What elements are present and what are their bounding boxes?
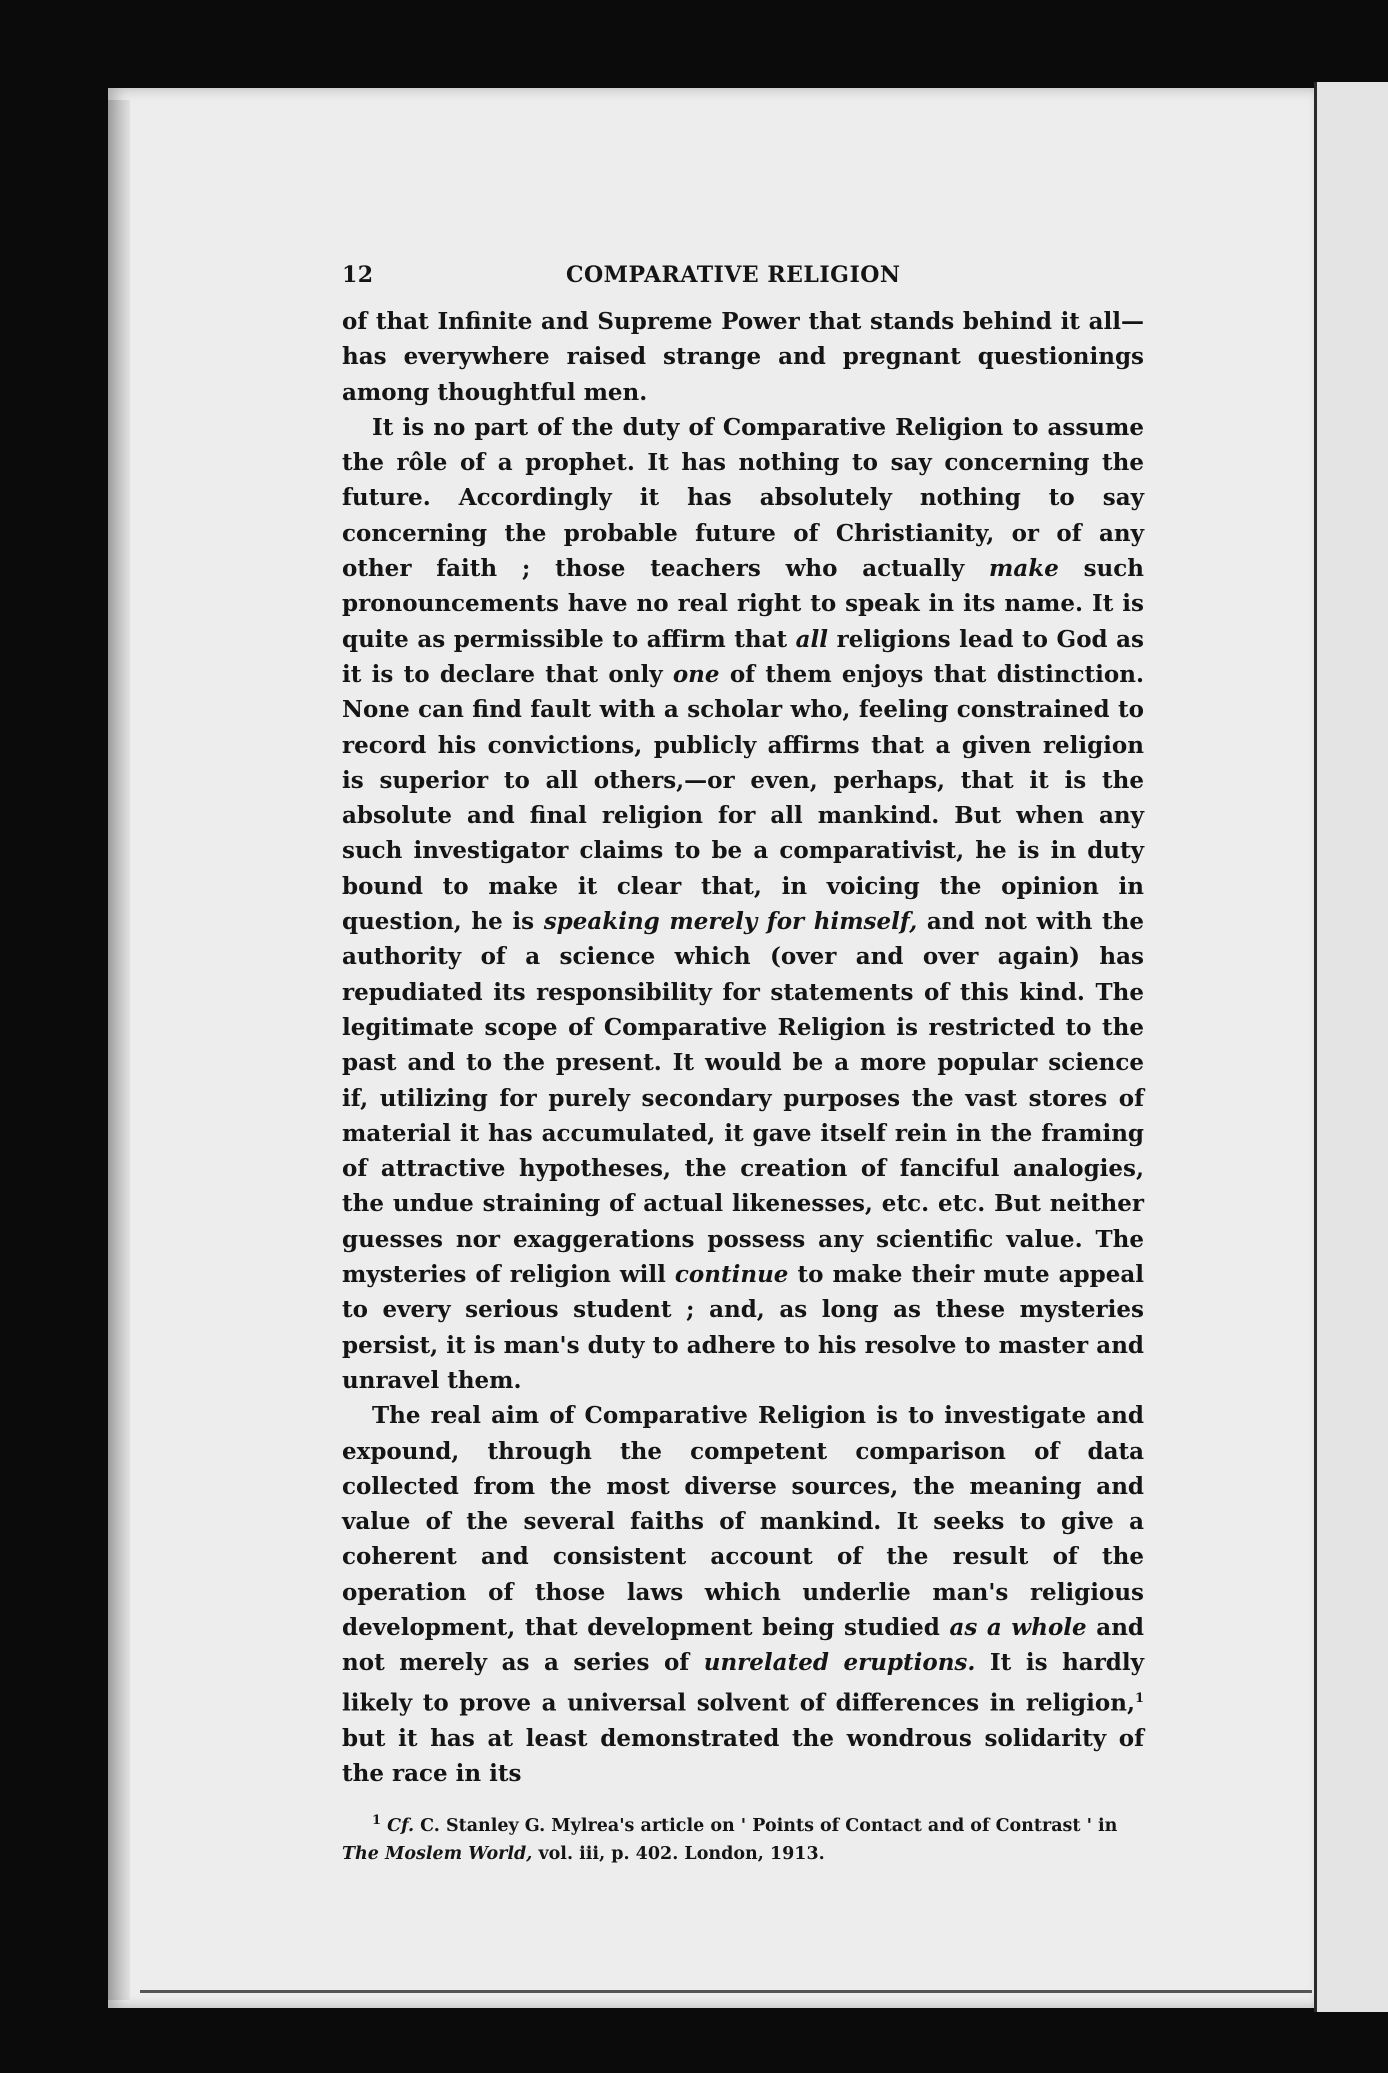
text-run: It is no part of the duty of Comparative Religion to assume the rôle of a prophet. It has nothing to say concerning the future. Accordingly it has absolutely nothing to say concerning the probable future of Christianity, or of any other faith ; those teachers who actually <box>342 413 1144 583</box>
italic-text: continue <box>674 1261 789 1289</box>
text-run: such pronouncements have no real right to speak in its name. It is quite as permissible to affirm that <box>342 555 1145 653</box>
text-run: but it has at least demonstrated the wondrous solidarity of the race in its <box>342 1724 1144 1787</box>
text-run: C. Stanley G. Mylrea's article on ' Points of Contact and of Contrast ' in <box>414 1815 1118 1836</box>
page-content <box>342 262 1144 1868</box>
paragraph <box>342 410 1144 1398</box>
italic-text: Cf. <box>387 1815 415 1836</box>
text-run: and not with the authority of a science which (over and over again) has repudiated its responsibility for statements of this kind. The legitimate scope of Comparative Religion is restricted to the past and to the present. It would be a more popular science if, utilizing for purely secondary purposes the vast stores of material it has accumulated, it gave itself rein in the framing of attractive hypotheses, the creation of fanciful analogies, the undue straining of actual likenesses, etc. etc. But neither guesses nor exaggerations possess any scientific value. The mysteries of religion will <box>342 908 1144 1289</box>
text-run: to make their mute appeal to every serious student ; and, as long as these mysteries persist, it is man's duty to adhere to his resolve to master and unravel them. <box>342 1261 1144 1394</box>
page-bottom-edge <box>140 1990 1312 1993</box>
text-run: of that Infinite and Supreme Power that stands behind it all—has everywhere raised strange and pregnant questionings among thoughtful men. <box>342 308 1144 406</box>
text-run: The real aim of Comparative Religion is to investigate and expound, through the competent comparison of data collected from the most diverse sources, the meaning and value of the several faiths of mankind. It seeks to give a coherent and consistent account of the result of the operation of those laws which underlie man's religious development, that development being studied <box>342 1402 1144 1641</box>
footnote-marker: 1 <box>372 1813 382 1829</box>
footnote <box>342 1807 1144 1868</box>
page-number: 12 <box>342 262 374 288</box>
italic-text: make <box>989 555 1059 583</box>
paragraph <box>342 304 1144 410</box>
italic-text: The Moslem World, <box>342 1843 533 1864</box>
binding-shadow <box>108 100 130 2000</box>
facing-page-edge <box>1314 82 1388 2012</box>
running-header <box>342 262 1144 304</box>
italic-text: unrelated eruptions. <box>703 1649 976 1677</box>
text-run: It is hardly likely to prove a universal solvent of differences in religion, <box>342 1649 1144 1717</box>
italic-text: as a whole <box>949 1613 1087 1641</box>
paragraph <box>342 1398 1144 1791</box>
footnote-marker: 1 <box>1134 1690 1144 1706</box>
running-title: COMPARATIVE RELIGION <box>566 262 901 288</box>
text-run: and not merely as a series of <box>342 1613 1144 1677</box>
text-run: religions lead to God as it is to declare that only <box>342 625 1144 688</box>
italic-text: all <box>795 625 829 653</box>
italic-text: one <box>672 660 720 688</box>
italic-text: speaking merely for himself, <box>543 908 918 936</box>
text-run: vol. iii, p. 402. London, 1913. <box>532 1843 825 1864</box>
text-run: of them enjoys that distinction. None can find fault with a scholar who, feeling constrained to record his convictions, publicly affirms that a given religion is superior to all others,—or even, perhaps, that it is the absolute and final religion for all mankind. But when any such investigator claims to be a comparativist, he is in duty bound to make it clear that, in voicing the opinion in question, he is <box>342 660 1144 936</box>
body-text <box>342 304 1144 1791</box>
